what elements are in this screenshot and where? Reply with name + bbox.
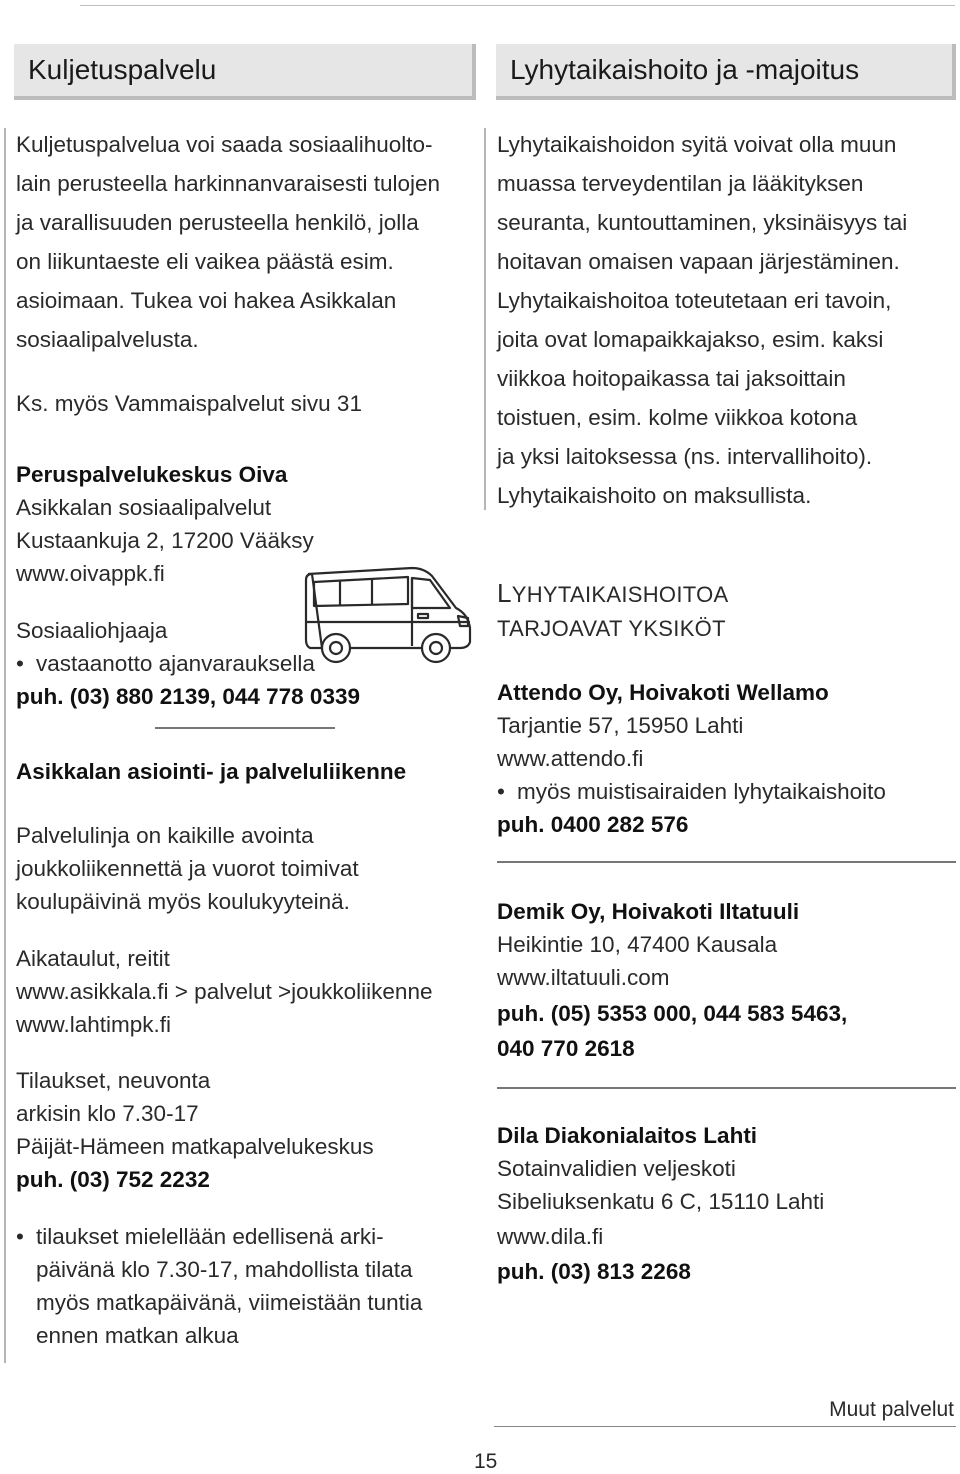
providers-subheading-2: TARJOAVAT YKSIKÖT — [497, 616, 726, 641]
demik-address: Heikintie 10, 47400 Kausala — [497, 932, 778, 957]
attendo-name: Attendo Oy, Hoivakoti Wellamo — [497, 680, 829, 705]
lyhyt-intro-1: Lyhytaikaishoidon syitä voivat olla muun — [497, 132, 897, 157]
lyhyt-intro-6: joita ovat lomapaikkajakso, esim. kaksi — [497, 327, 884, 352]
asiointi-desc-3: koulupäivinä myös koulukyyteinä. — [16, 889, 350, 914]
orders-hours: arkisin klo 7.30-17 — [16, 1101, 199, 1126]
orders-title: Tilaukset, neuvonta — [16, 1068, 211, 1093]
asikkala-link[interactable]: www.asikkala.fi > palvelut >joukkoliikenne — [16, 979, 433, 1004]
minibus-illustration — [300, 562, 475, 672]
orders-bullet-3: myös matkapäivänä, viimeistään tuntia — [36, 1290, 423, 1315]
lyhyt-intro-8: toistuen, esim. kolme viikkoa kotona — [497, 405, 858, 430]
footer-section-label: Muut palvelut — [829, 1398, 954, 1421]
demik-phone-2: 040 770 2618 — [497, 1036, 635, 1061]
right-divider-1 — [497, 861, 956, 863]
orders-phone: puh. (03) 752 2232 — [16, 1167, 210, 1192]
left-heading: Kuljetuspalvelu — [28, 54, 217, 85]
asiointi-desc-1: Palvelulinja on kaikille avointa — [16, 823, 314, 848]
sosiaaliohjaaja-title: Sosiaaliohjaaja — [16, 618, 168, 643]
attendo-note: • myös muistisairaiden lyhytaikaishoito — [517, 780, 886, 804]
attendo-web-link[interactable]: www.attendo.fi — [497, 746, 644, 771]
oiva-address: Kustaankuja 2, 17200 Vääksy — [16, 528, 314, 553]
lyhyt-intro-3: seuranta, kuntouttaminen, yksinäisyys tai — [497, 210, 908, 235]
lyhyt-intro-5: Lyhytaikaishoitoa toteutetaan eri tavoin, — [497, 288, 892, 313]
orders-bullet-2: päivänä klo 7.30-17, mahdollista tilata — [36, 1257, 413, 1282]
lyhyt-intro-10: Lyhytaikaishoito on maksullista. — [497, 483, 812, 508]
lyhyt-intro-2: muassa terveydentilan ja lääkityksen — [497, 171, 864, 196]
oiva-web-link[interactable]: www.oivappk.fi — [16, 561, 165, 586]
providers-subheading-rest: YHYTAIKAISHOITOA — [511, 582, 729, 607]
sosiaaliohjaaja-phone: puh. (03) 880 2139, 044 778 0339 — [16, 684, 360, 709]
right-divider-2 — [497, 1087, 956, 1089]
asiointi-heading: Asikkalan asiointi- ja palveluliikenne — [16, 759, 407, 784]
providers-subheading-initial: L — [497, 578, 512, 608]
orders-bullet-1: • tilaukset mielellään edellisenä arki- — [36, 1225, 384, 1249]
sosiaaliohjaaja-bullet: • vastaanotto ajanvarauksella — [36, 652, 315, 676]
top-rule — [80, 5, 955, 6]
right-column-rule — [484, 128, 486, 510]
oiva-dept: Asikkalan sosiaalipalvelut — [16, 495, 272, 520]
orders-bullet-4: ennen matkan alkua — [36, 1323, 239, 1348]
kuljetus-intro-5: asioimaan. Tukea voi hakea Asikkalan — [16, 288, 397, 313]
attendo-address: Tarjantie 57, 15950 Lahti — [497, 713, 744, 738]
page-number: 15 — [474, 1450, 498, 1473]
demik-web-link[interactable]: www.iltatuuli.com — [497, 965, 670, 990]
dila-web-link[interactable]: www.dila.fi — [497, 1224, 604, 1249]
dila-org: Sotainvalidien veljeskoti — [497, 1156, 736, 1181]
right-heading: Lyhytaikaishoito ja -majoitus — [510, 54, 860, 85]
lyhyt-intro-9: ja yksi laitoksessa (ns. intervallihoito). — [497, 444, 873, 469]
lyhyt-intro-7: viikkoa hoitopaikassa tai jaksoittain — [497, 366, 846, 391]
orders-center: Päijät-Hämeen matkapalvelukeskus — [16, 1134, 374, 1159]
lyhyt-intro-4: hoitavan omaisen vapaan järjestäminen. — [497, 249, 900, 274]
left-divider — [155, 727, 335, 729]
left-column-rule — [4, 128, 6, 1363]
dila-phone: puh. (03) 813 2268 — [497, 1259, 691, 1284]
asiointi-desc-2: joukkoliikennettä ja vuorot toimivat — [16, 856, 359, 881]
providers-subheading-1 — [497, 578, 729, 608]
lahtimpk-link[interactable]: www.lahtimpk.fi — [16, 1012, 172, 1037]
kuljetus-intro-6: sosiaalipalvelusta. — [16, 327, 199, 352]
attendo-phone: puh. 0400 282 576 — [497, 812, 689, 837]
see-also-link[interactable]: Ks. myös Vammaispalvelut sivu 31 — [16, 391, 362, 416]
left-heading-box — [14, 44, 476, 100]
kuljetus-intro-1: Kuljetuspalvelua voi saada sosiaalihuolto- — [16, 132, 433, 157]
dila-name: Dila Diakonialaitos Lahti — [497, 1123, 758, 1148]
oiva-name: Peruspalvelukeskus Oiva — [16, 462, 288, 487]
dila-address: Sibeliuksenkatu 6 C, 15110 Lahti — [497, 1189, 825, 1214]
footer-rule — [494, 1426, 956, 1427]
kuljetus-intro-2: lain perusteella harkinnanvaraisesti tulojen — [16, 171, 441, 196]
demik-name: Demik Oy, Hoivakoti Iltatuuli — [497, 899, 800, 924]
kuljetus-intro-4: on liikuntaeste eli vaikea päästä esim. — [16, 249, 394, 274]
demik-phone-1: puh. (05) 5353 000, 044 583 5463, — [497, 1001, 848, 1026]
schedule-title: Aikataulut, reitit — [16, 946, 170, 971]
right-heading-box — [496, 44, 956, 100]
kuljetus-intro-3: ja varallisuuden perusteella henkilö, jolla — [16, 210, 419, 235]
